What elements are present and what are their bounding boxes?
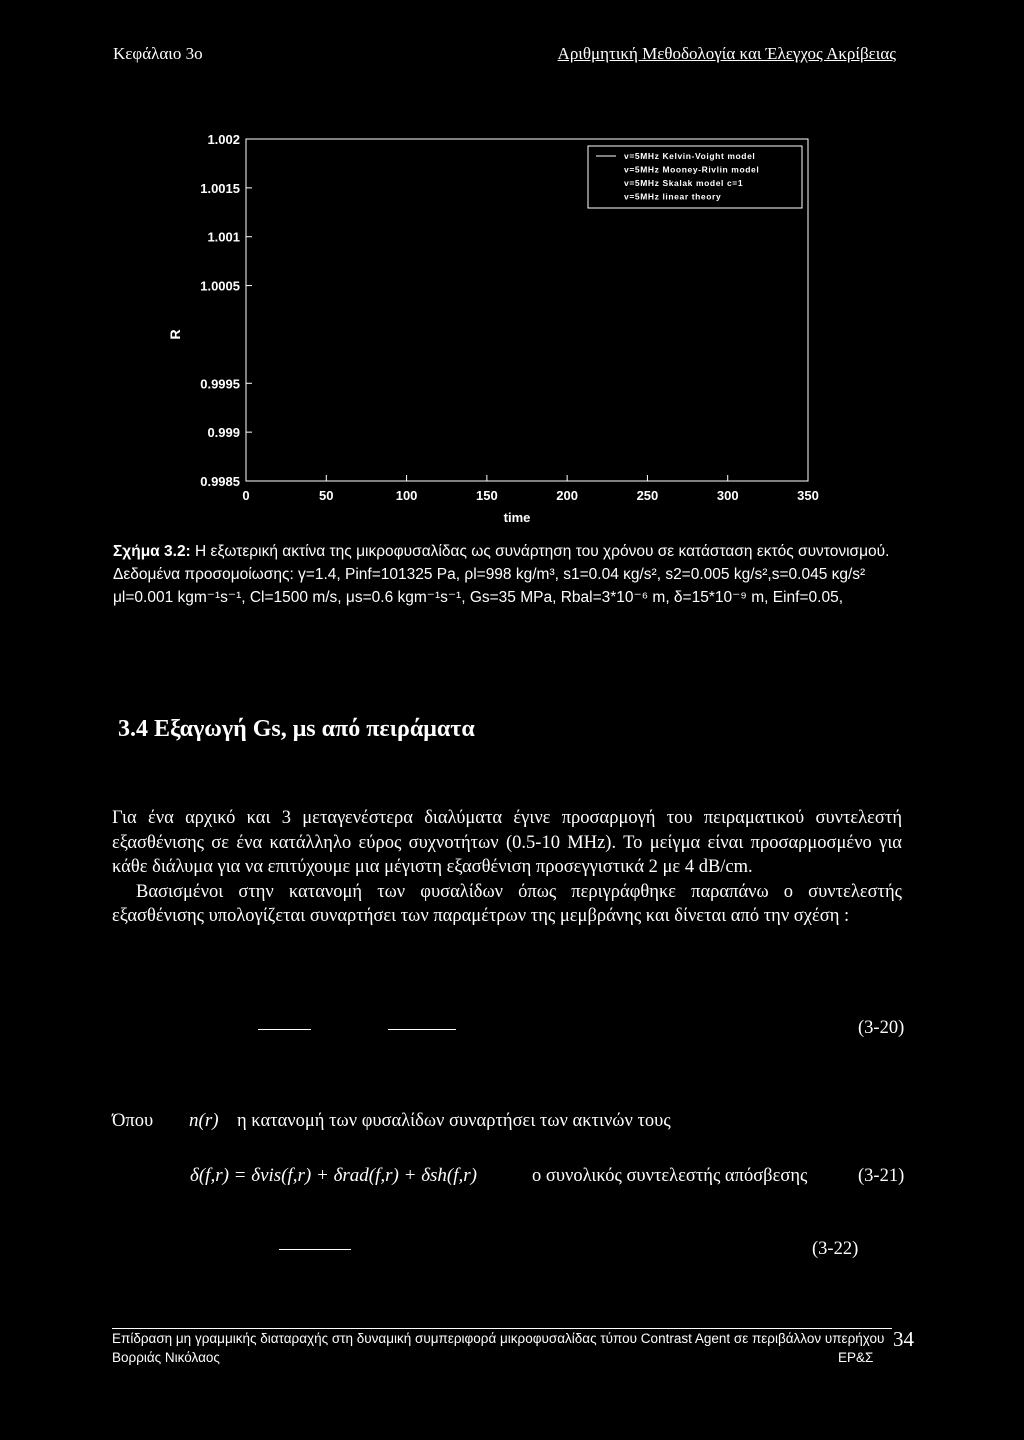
caption-line2: Δεδομένα προσομοίωσης: γ=1.4, Pinf=101325 Pa, ρl=998 kg/m³, s1=0.04 κg/s², s2=0.005 kg/s²,s=0.045 κg/s² [113, 566, 866, 583]
chapter-title-header: Αριθμητική Μεθοδολογία και Έλεγχος Ακρίβειας [557, 44, 896, 63]
y-tick-label: 1.001 [207, 229, 240, 245]
footer-title: Επίδραση μη γραμμικής διαταραχής στη δυναμική συμπεριφορά μικροφυσαλίδας τύπου Contrast Agent σε περιβάλλον υπερήχου [112, 1331, 885, 1346]
y-tick-label: 1.0015 [200, 180, 240, 196]
legend-entry: v=5MHz linear theory [624, 191, 722, 202]
damping-description: ο συνολικός συντελεστής απόσβεσης [532, 1166, 808, 1186]
x-tick-label: 300 [716, 488, 739, 503]
section-title: 3.4 Εξαγωγή Gs, μs από πειράματα [118, 716, 475, 742]
damping-equation: δ(f,r) = δvis(f,r) + δrad(f,r) + δsh(f,r) [190, 1165, 477, 1186]
distribution-symbol: n(r) [189, 1110, 219, 1131]
figure-caption [113, 540, 913, 609]
y-tick-label: 0.999 [207, 425, 240, 441]
legend-entry: v=5MHz Kelvin-Voight model [624, 151, 756, 161]
equation-3-22-line [279, 1249, 351, 1250]
equation-3-20-line-a [258, 1029, 311, 1030]
footer-dept: ΕΡ&Σ [838, 1350, 874, 1365]
footer-author: Βορριάς Νικόλαος [112, 1350, 220, 1365]
equation-number-3-22: (3-22) [812, 1239, 859, 1259]
x-tick-label: 350 [797, 488, 819, 503]
x-tick-label: 50 [319, 488, 334, 503]
page-number: 34 [893, 1327, 914, 1351]
x-tick-label: 150 [476, 488, 498, 503]
footer-rule [112, 1328, 892, 1329]
caption-label: Σχήμα 3.2: [113, 543, 191, 560]
paragraph-1: Για ένα αρχικό και 3 μεταγενέστερα διαλύματα έγινε προσαρμογή του πειραματικού συντελεστή εξασθένισης σε ένα κατάλληλο εύρος συχνοτήτων (0.5-10 MHz). Το μείγμα είναι προσαρμοσμένο για κάθε διάλυμα για να επιτύχουμε μια μέγιστη εξασθένιση προσεγγιστικά 2 με 4 dB/cm. [112, 808, 902, 877]
x-tick-label: 0 [242, 488, 250, 503]
caption-line1: Η εξωτερική ακτίνα της μικροφυσαλίδας ως συνάρτηση του χρόνου σε κατάσταση εκτός συντονισμού. [195, 543, 890, 560]
x-tick-label: 250 [636, 488, 659, 503]
y-tick-label: 0.9985 [200, 474, 240, 489]
y-tick-label: 1.0005 [200, 278, 240, 294]
x-tick-label: 100 [395, 488, 418, 503]
radius-time-chart [0, 0, 1024, 530]
paragraph-2: Βασισμένοι στην κατανομή των φυσαλίδων όπως περιγράφθηκε παραπάνω ο συντελεστής εξασθένισης υπολογίζεται συναρτήσει των παραμέτρων της μεμβράνης και δίνεται από την σχέση : [112, 881, 902, 926]
body-text [112, 806, 902, 929]
chapter-header: Κεφάλαιο 3ο [113, 44, 203, 63]
where-label: Όπου [112, 1111, 154, 1131]
distribution-description: η κατανομή των φυσαλίδων συναρτήσει των ακτινών τους [237, 1111, 671, 1131]
y-tick-label: 1.002 [207, 132, 240, 147]
equation-number-3-21: (3-21) [858, 1166, 905, 1186]
y-tick-label: 0.9995 [200, 376, 240, 392]
x-tick-label: 200 [556, 488, 578, 503]
equation-number-3-20: (3-20) [858, 1018, 905, 1038]
x-axis-label: time [503, 510, 531, 525]
legend-entry: v=5MHz Skalak model c=1 [624, 178, 744, 188]
equation-3-20-line-b [388, 1029, 456, 1030]
legend-entry: v=5MHz Mooney-Rivlin model [624, 164, 760, 175]
y-axis-label: R [167, 329, 183, 340]
caption-line3: μl=0.001 kgm⁻¹s⁻¹, Cl=1500 m/s, μs=0.6 kgm⁻¹s⁻¹, Gs=35 MPa, Rbal=3*10⁻⁶ m, δ=15*10⁻⁹ m, Einf=0.05, [113, 589, 844, 606]
